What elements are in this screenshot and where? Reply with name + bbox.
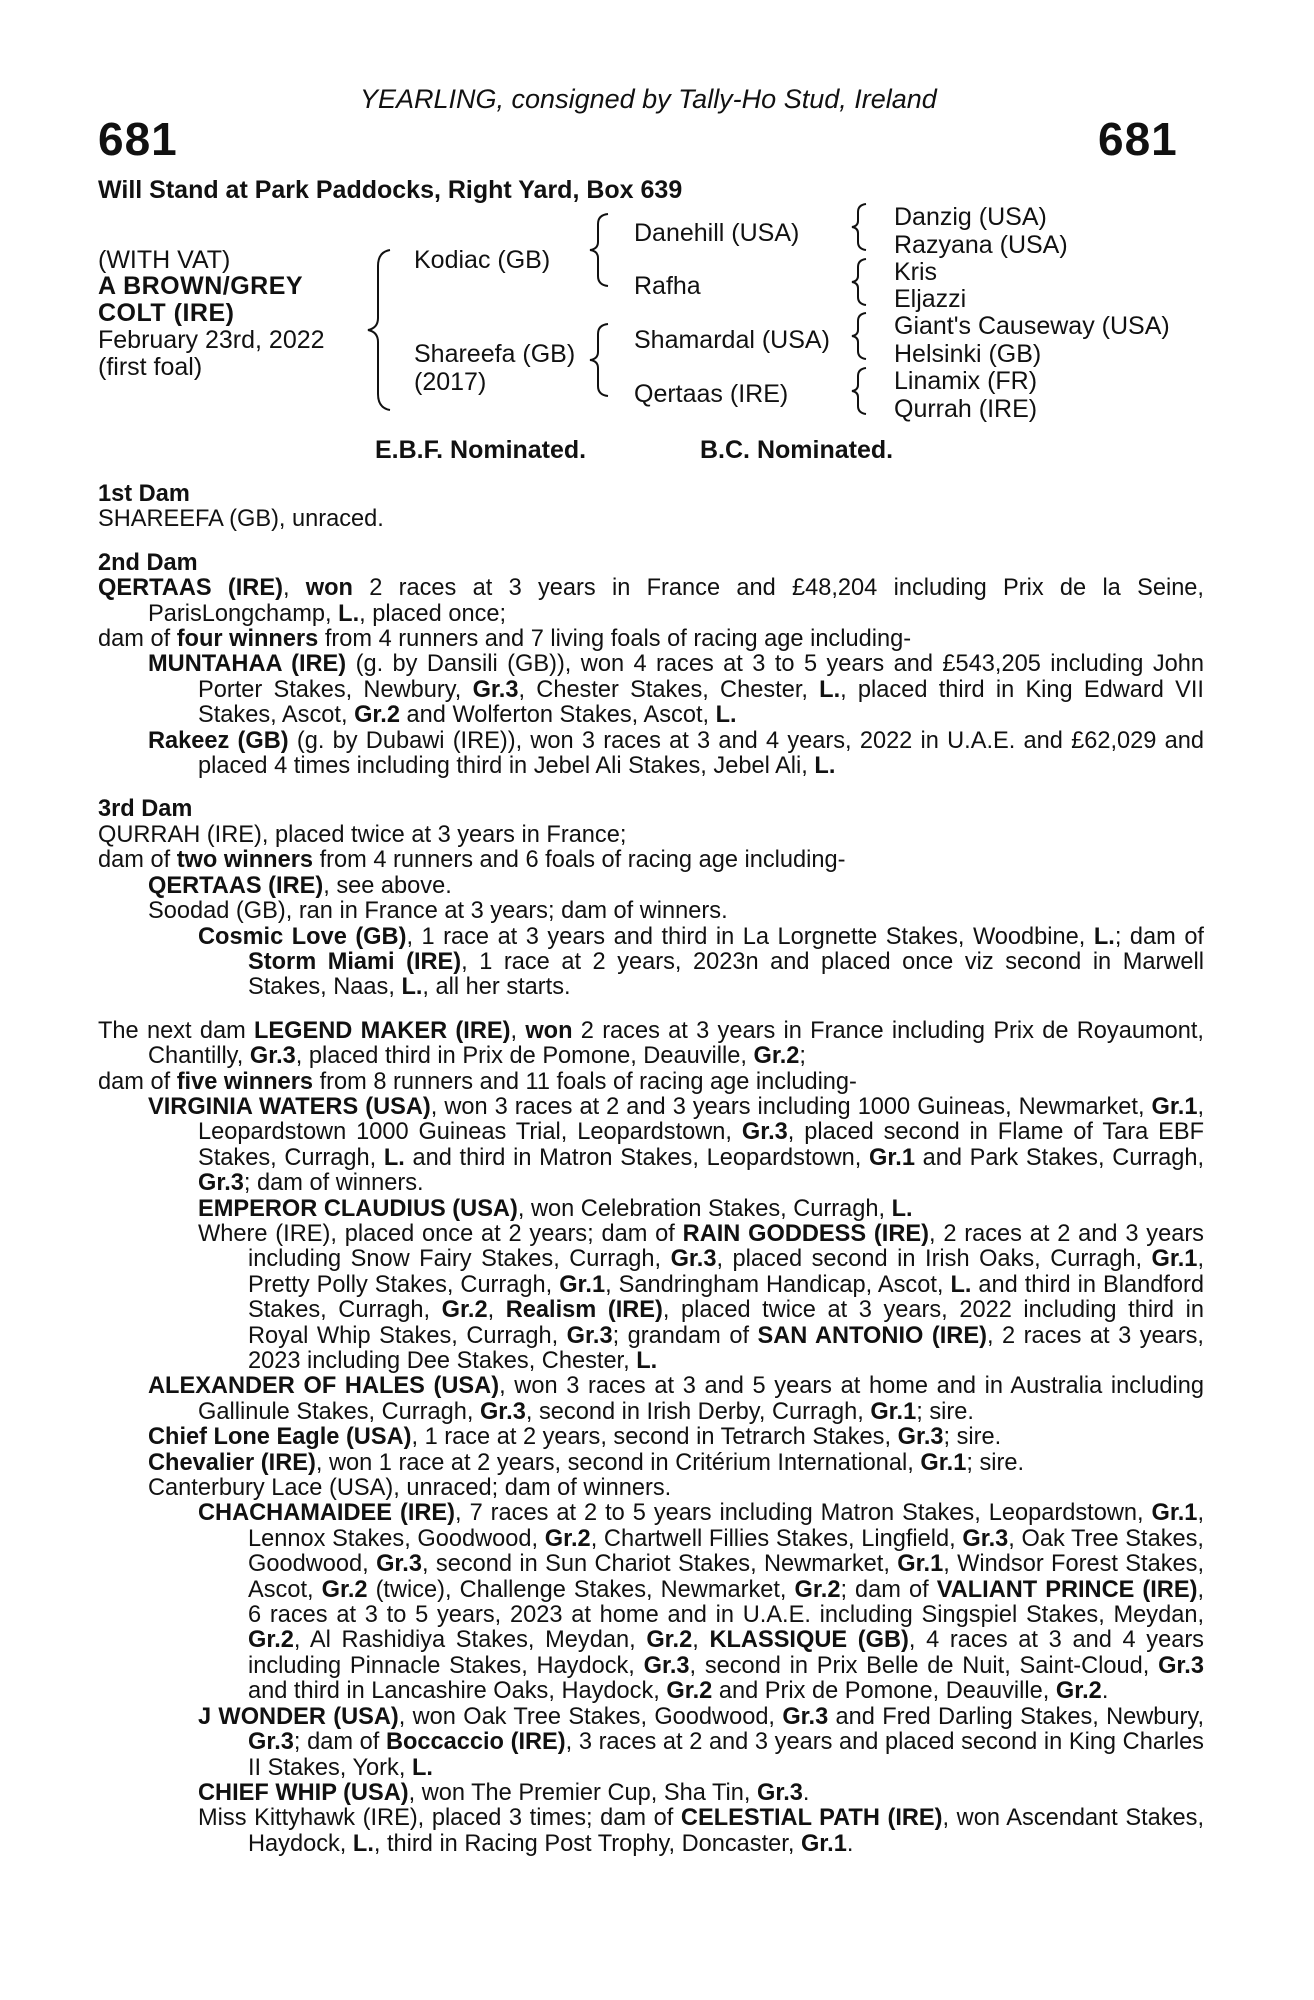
foaling-date: February 23rd, 2022 bbox=[98, 326, 325, 354]
pedigree-brace-g3 bbox=[848, 311, 870, 361]
produce-chachamaidee: CHACHAMAIDEE (IRE), 7 races at 2 to 5 years including Matron Stakes, Leopardstown, Gr.1, Lennox Stakes, Goodwood, Gr.2, Chartwell Fillies Stakes, Lingfield, Gr.3, Oak Tree Stakes, Goodwood, Gr.3, second in Sun Chariot Stakes, Newmarket, Gr.1, Windsor Forest Stakes, Ascot, Gr.2 (twice), Challenge Stakes, Newmarket, Gr.2; dam of VALIANT PRINCE (IRE), 6 races at 3 to 5 years, 2023 at home and in U.A.E. including Singspiel Stakes, Meydan, Gr.2, Al Rashidiya Stakes, Meydan, Gr.2, KLASSIQUE (GB), 4 races at 3 and 4 years including Pinnacle Stakes, Haydock, Gr.3, second in Prix Belle de Nuit, Saint-Cloud, Gr.3 and third in Lancashire Oaks, Haydock, Gr.2 and Prix de Pomone, Deauville, Gr.2. bbox=[198, 1500, 1205, 1705]
third-dam-produce-summary: dam of two winners from 4 runners and 6 foals of racing age including- bbox=[98, 847, 846, 874]
pedigree-brace-g4 bbox=[848, 366, 870, 416]
next-dam-legend-maker: The next dam LEGEND MAKER (IRE), won 2 races at 3 years in France including Prix de Royaumont, Chantilly, Gr.3, placed third in Prix de Pomone, Deauville, Gr.2; bbox=[98, 1017, 1204, 1070]
first-dam-text: SHAREEFA (GB), unraced. bbox=[98, 506, 384, 533]
ebf-nomination: E.B.F. Nominated. bbox=[375, 436, 587, 464]
pedigree-sire-dam: Rafha bbox=[634, 272, 701, 300]
produce-where: Where (IRE), placed once at 2 years; dam of RAIN GODDESS (IRE), 2 races at 2 and 3 years including Snow Fairy Stakes, Curragh, Gr.3, placed second in Irish Oaks, Curragh, Gr.1, Pretty Polly Stakes, Curragh, Gr.1, Sandringham Handicap, Ascot, L. and third in Blandford Stakes, Curragh, Gr.2, Realism (IRE), placed twice at 3 years, 2022 including third in Royal Whip Stakes, Curragh, Gr.3; grandam of SAN ANTONIO (IRE), 2 races at 3 years, 2023 including Dee Stakes, Chester, L. bbox=[198, 1220, 1204, 1374]
second-dam-heading: 2nd Dam bbox=[98, 549, 198, 576]
produce-canterbury-lace: Canterbury Lace (USA), unraced; dam of winners. bbox=[148, 1475, 672, 1502]
produce-emperor-claudius: EMPEROR CLAUDIUS (USA), won Celebration Stakes, Curragh, L. bbox=[198, 1195, 913, 1222]
pedigree-dam-year: (2017) bbox=[414, 368, 487, 396]
produce-alexander-of-hales: ALEXANDER OF HALES (USA), won 3 races at 3 and 5 years at home and in Australia including Gallinule Stakes, Curragh, Gr.3, second in Irish Derby, Curragh, Gr.1; sire. bbox=[148, 1373, 1204, 1425]
first-foal-note: (first foal) bbox=[98, 353, 203, 381]
pedigree-dam: Shareefa (GB) bbox=[414, 340, 576, 368]
produce-chief-lone-eagle: Chief Lone Eagle (USA), 1 race at 2 years, second in Tetrarch Stakes, Gr.3; sire. bbox=[148, 1424, 1002, 1451]
produce-chevalier: Chevalier (IRE), won 1 race at 2 years, second in Critérium International, Gr.1; sire. bbox=[148, 1449, 1025, 1476]
lot-number-left: 681 bbox=[98, 113, 178, 165]
bc-nomination: B.C. Nominated. bbox=[700, 436, 894, 464]
produce-qertaas: QERTAAS (IRE), see above. bbox=[148, 872, 452, 899]
horse-description-1: A BROWN/GREY bbox=[98, 272, 304, 300]
produce-muntahaa: MUNTAHAA (IRE) (g. by Dansili (GB)), won 4 races at 3 to 5 years and £543,205 including John Porter Stakes, Newbury, Gr.3, Chester Stakes, Chester, L., placed third in King Edward VII Stakes, Ascot, Gr.2 and Wolferton Stakes, Ascot, L. bbox=[148, 651, 1204, 729]
pedigree-dam-sire: Shamardal (USA) bbox=[634, 326, 830, 354]
sale-subtitle: YEARLING, consigned by Tally-Ho Stud, Ireland bbox=[360, 84, 937, 114]
pedigree-g3: Kris bbox=[894, 258, 938, 286]
third-dam-heading: 3rd Dam bbox=[98, 796, 193, 823]
pedigree-brace-main bbox=[364, 248, 394, 412]
pedigree-dam-dam: Qertaas (IRE) bbox=[634, 380, 789, 408]
pedigree-g4: Eljazzi bbox=[894, 285, 967, 313]
pedigree-g1: Danzig (USA) bbox=[894, 203, 1047, 231]
pedigree-sire-sire: Danehill (USA) bbox=[634, 219, 800, 247]
next-dam-produce-summary: dam of five winners from 8 runners and 11 foals of racing age including- bbox=[98, 1068, 857, 1095]
pedigree-g8: Qurrah (IRE) bbox=[894, 395, 1038, 423]
pedigree-g7: Linamix (FR) bbox=[894, 367, 1038, 395]
produce-j-wonder: J WONDER (USA), won Oak Tree Stakes, Goodwood, Gr.3 and Fred Darling Stakes, Newbury, Gr.3; dam of Boccaccio (IRE), 3 races at 2 and 3 years and placed second in King Charles II Stakes, York, L. bbox=[198, 1703, 1205, 1781]
pedigree-g2: Razyana (USA) bbox=[894, 231, 1068, 259]
third-dam-qurrah: QURRAH (IRE), placed twice at 3 years in France; bbox=[98, 821, 627, 848]
vat-note: (WITH VAT) bbox=[98, 246, 231, 274]
pedigree-brace-dam bbox=[586, 322, 612, 398]
lot-number-right: 681 bbox=[1098, 113, 1178, 165]
pedigree-brace-g2 bbox=[848, 257, 870, 307]
produce-miss-kittyhawk: Miss Kittyhawk (IRE), placed 3 times; dam of CELESTIAL PATH (IRE), won Ascendant Stakes, Haydock, L., third in Racing Post Trophy, Doncaster, Gr.1. bbox=[198, 1805, 1205, 1857]
pedigree-g5: Giant's Causeway (USA) bbox=[894, 312, 1170, 340]
pedigree-brace-g1 bbox=[848, 202, 870, 252]
horse-description-2: COLT (IRE) bbox=[98, 299, 235, 327]
first-dam-heading: 1st Dam bbox=[98, 481, 190, 507]
catalogue-page-body bbox=[98, 482, 1204, 1857]
produce-cosmic-love: Cosmic Love (GB), 1 race at 3 years and third in La Lorgnette Stakes, Woodbine, L.; dam of Storm Miami (IRE), 1 race at 2 years, 2023n and placed once viz second in Marwell Stakes, Naas, L., all her starts. bbox=[198, 923, 1204, 1001]
produce-chief-whip: CHIEF WHIP (USA), won The Premier Cup, Sha Tin, Gr.3. bbox=[198, 1779, 810, 1806]
produce-soodad: Soodad (GB), ran in France at 3 years; dam of winners. bbox=[148, 898, 728, 925]
stable-location: Will Stand at Park Paddocks, Right Yard, Box 639 bbox=[98, 176, 683, 204]
produce-rakeez: Rakeez (GB) (g. by Dubawi (IRE)), won 3 races at 3 and 4 years, 2022 in U.A.E. and £62,029 and placed 4 times including third in Jebel Ali Stakes, Jebel Ali, L. bbox=[148, 727, 1204, 780]
second-dam-produce-summary: dam of four winners from 4 runners and 7 living foals of racing age including- bbox=[98, 626, 912, 653]
pedigree-sire: Kodiac (GB) bbox=[414, 246, 551, 274]
pedigree-g6: Helsinki (GB) bbox=[894, 340, 1042, 368]
second-dam-qertaas: QERTAAS (IRE), won 2 races at 3 years in France and £48,204 including Prix de la Seine, ParisLongchamp, L., placed once; bbox=[98, 575, 1204, 627]
pedigree-brace-sire bbox=[586, 212, 612, 288]
produce-virginia-waters: VIRGINIA WATERS (USA), won 3 races at 2 and 3 years including 1000 Guineas, Newmarket, Gr.1, Leopardstown 1000 Guineas Trial, Leopardstown, Gr.3, placed second in Flame of Tara EBF Stakes, Curragh, L. and third in Matron Stakes, Leopardstown, Gr.1 and Park Stakes, Curragh, Gr.3; dam of winners. bbox=[148, 1093, 1205, 1197]
